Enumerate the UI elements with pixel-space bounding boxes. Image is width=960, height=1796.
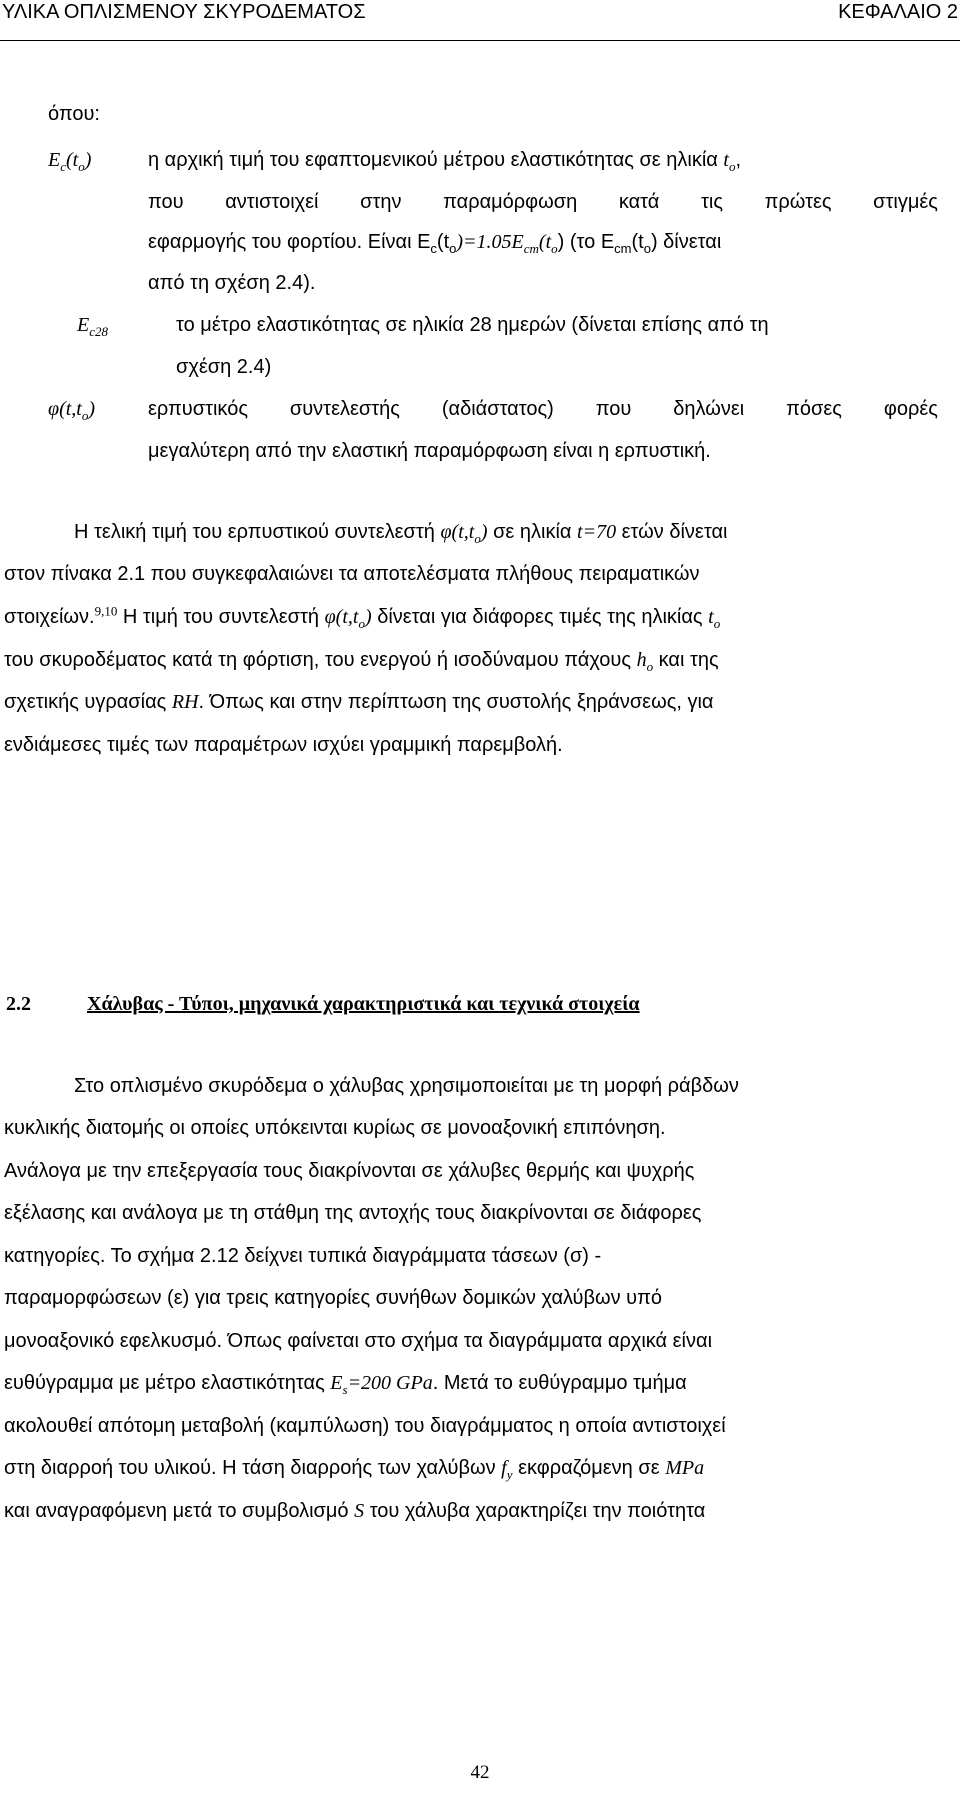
word: στιγμές — [873, 191, 938, 213]
def-ec-symbol: $E_c(t_o)$ — [48, 149, 92, 174]
def-ec-line-2 — [148, 190, 938, 214]
word: πόσες — [786, 398, 842, 420]
para2-line-4: εξέλασης και ανάλογα με τη στάθμη της αντοχής τους διακρίνονται σε διάφορες — [4, 1202, 702, 1224]
word: στην — [360, 191, 402, 213]
para2-line-2: κυκλικής διατομής οι οποίες υπόκεινται κυρίως σε μονοαξονική επιπόνηση. — [4, 1117, 666, 1139]
def-phi-line-2: μεγαλύτερη από την ελαστική παραμόρφωση είναι η ερπυστική. — [148, 440, 711, 462]
def-ec28-line-1: το μέτρο ελαστικότητας σε ηλικία 28 ημερών (δίνεται επίσης από τη — [176, 314, 769, 336]
word: δηλώνει — [673, 398, 745, 420]
word: ερπυστικός — [148, 398, 248, 420]
def-phi-symbol: $\varphi(t,t_o)$ — [48, 398, 96, 423]
word: τις — [700, 191, 723, 213]
para2-line-10: στη διαρροή του υλικού. Η τάση διαρροής των χαλύβων $f_y$ εκφραζόμενη σε MPa — [4, 1457, 705, 1482]
section-title: Χάλυβας - Τύποι, μηχανικά χαρακτηριστικά και τεχνικά στοιχεία — [87, 993, 640, 1015]
para2-line-7: μονοαξονικό εφελκυσμό. Όπως φαίνεται στο σχήμα τα διαγράμματα αρχικά είναι — [4, 1330, 713, 1352]
running-header-chapter: ΚΕΦΑΛΑΙΟ 2 — [838, 1, 958, 23]
para2-line-9: ακολουθεί απότομη μεταβολή (καμπύλωση) του διαγράμματος η οποία αντιστοιχεί — [4, 1415, 726, 1437]
word: αντιστοιχεί — [225, 191, 319, 213]
def-ec28-line-2: σχέση 2.4) — [176, 356, 272, 378]
defs-intro: όπου: — [48, 103, 100, 125]
word: παραμόρφωση — [443, 191, 578, 213]
para1-line-1: Η τελική τιμή του ερπυστικού συντελεστή $\varphi(t,t_o)$ σε ηλικία t=70 ετών δίνεται — [74, 521, 728, 546]
para2-line-1: Στο οπλισμένο σκυρόδεμα ο χάλυβας χρησιμοποιείται με τη μορφή ράβδων — [74, 1075, 739, 1097]
word: συντελεστής — [289, 398, 400, 420]
word: πρώτες — [764, 191, 832, 213]
para1-line-4: του σκυροδέματος κατά τη φόρτιση, του ενεργού ή ισοδύναμου πάχους $h_o$ και της — [4, 649, 719, 674]
word: φορές — [883, 398, 938, 420]
def-ec-line-1: η αρχική τιμή του εφαπτομενικού μέτρου ελαστικότητας σε ηλικία $t_o$, — [148, 149, 742, 174]
header-rule — [0, 40, 960, 41]
para2-line-5: κατηγορίες. Το σχήμα 2.12 δείχνει τυπικά διαγράμματα τάσεων (σ) - — [4, 1245, 602, 1267]
para1-line-3: στοιχείων.$^{9,10}$ Η τιμή του συντελεστή $\varphi(t,t_o)$ δίνεται για διάφορες τιμές της ηλικίας $t_o$ — [4, 603, 721, 631]
para2-line-11: και αναγραφόμενη μετά το συμβολισμό S του χάλυβα χαρακτηρίζει την ποιότητα — [4, 1500, 706, 1522]
word: που — [595, 398, 632, 420]
def-phi-line-1 — [148, 397, 938, 421]
def-ec28-symbol: $E_{c28}$ — [77, 314, 108, 339]
para2-line-8: ευθύγραμμα με μέτρο ελαστικότητας $E_s=200$ GPa. Μετά το ευθύγραμμο τμήμα — [4, 1372, 687, 1397]
page-number: 42 — [470, 1762, 490, 1783]
para2-line-3: Ανάλογα με την επεξεργασία τους διακρίνονται σε χάλυβες θερμής και ψυχρής — [4, 1160, 695, 1182]
def-ec-line-3: εφαρμογής του φορτίου. Είναι $E_c(t_o)=1.05E_{cm}(t_o)$ (το $E_{cm}(t_o)$ δίνεται — [148, 231, 722, 256]
para2-line-6: παραμορφώσεων (ε) για τρεις κατηγορίες συνήθων δομικών χαλύβων υπό — [4, 1287, 663, 1309]
word: που — [148, 191, 184, 213]
para1-line-2: στον πίνακα 2.1 που συγκεφαλαιώνει τα αποτελέσματα πλήθους πειραματικών — [4, 563, 700, 585]
def-ec-line-4: από τη σχέση 2.4). — [148, 272, 316, 294]
word: κατά — [618, 191, 660, 213]
running-header-title: ΥΛΙΚΑ ΟΠΛΙΣΜΕΝΟΥ ΣΚΥΡΟΔΕΜΑΤΟΣ — [2, 1, 366, 23]
section-number: 2.2 — [6, 993, 31, 1015]
para1-line-6: ενδιάμεσες τιμές των παραμέτρων ισχύει γραμμική παρεμβολή. — [4, 734, 563, 756]
word: (αδιάστατος) — [441, 398, 554, 420]
para1-line-5: σχετικής υγρασίας RH. Όπως και στην περίπτωση της συστολής ξηράνσεως, για — [4, 691, 714, 713]
